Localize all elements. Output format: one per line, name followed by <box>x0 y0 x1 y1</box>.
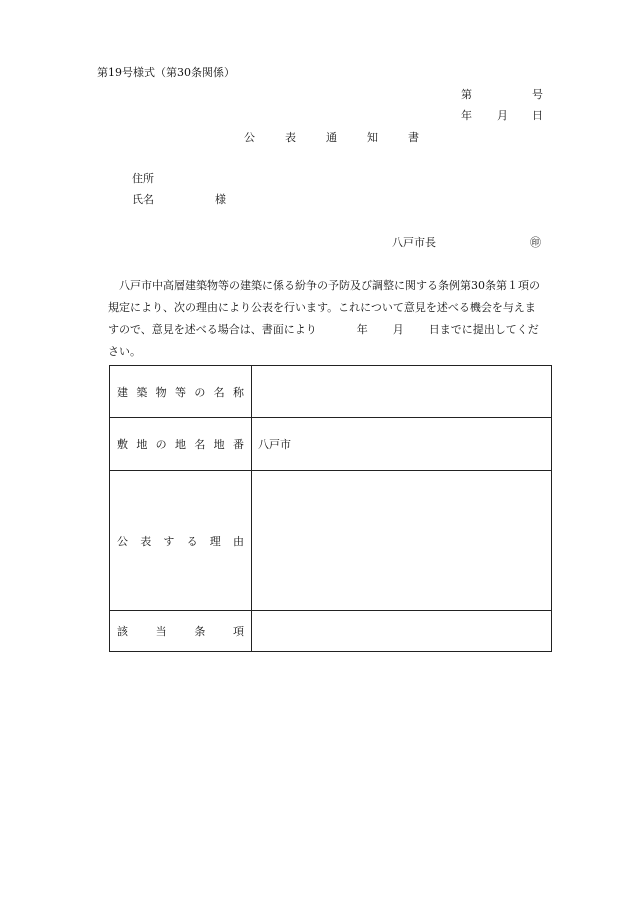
label-char: 理 <box>209 534 221 548</box>
label-char: 該 <box>117 625 128 638</box>
label-char: 公 <box>117 534 128 548</box>
label-char: 地 <box>136 438 148 451</box>
label-char: 条 <box>194 625 206 638</box>
label-char: 建 <box>117 385 128 399</box>
table-row-reason <box>110 471 552 611</box>
address-label: 住所 <box>132 172 154 185</box>
label-char: 敷 <box>117 438 128 451</box>
body-line: さい。 <box>108 345 141 358</box>
label-char: 等 <box>174 385 186 399</box>
notice-table <box>109 365 552 652</box>
label-char: 当 <box>155 625 167 638</box>
title-char: 通 <box>326 131 337 144</box>
seal-mark: ㊞ <box>530 236 541 249</box>
row-label <box>110 471 252 611</box>
row-label <box>110 366 252 418</box>
doc-number-prefix: 第 <box>461 88 472 101</box>
body-line-deadline <box>108 319 570 341</box>
deadline-year-label: 年 <box>356 323 368 336</box>
title-char: 公 <box>244 131 255 144</box>
label-char: 表 <box>140 534 152 548</box>
date-year: 年 <box>461 109 472 122</box>
body-line: 八戸市中高層建築物等の建築に係る紛争の予防及び調整に関する条例第30条第１項の <box>119 279 540 292</box>
title-char: 表 <box>285 131 296 144</box>
body-line: 規定により、次の理由により公表を行います。これについて意見を述べる機会を与えま <box>108 301 536 314</box>
title-char: 知 <box>367 131 378 144</box>
label-char: 名 <box>194 438 206 451</box>
label-char: す <box>163 534 175 548</box>
site-address-value: 八戸市 <box>252 418 552 471</box>
label-char: 地 <box>213 438 225 451</box>
table-row-applicable-article <box>110 611 552 652</box>
issuer-title: 八戸市長 <box>392 236 436 249</box>
label-char: 築 <box>136 385 148 399</box>
body-text-segment: すので、意見を述べる場合は、書面により <box>108 323 317 336</box>
honorific: 様 <box>215 193 226 206</box>
label-char: 項 <box>232 625 244 638</box>
notice-body <box>108 275 570 363</box>
date-day: 日 <box>532 109 543 122</box>
applicable-article-value <box>252 611 552 652</box>
label-char: の <box>155 438 167 451</box>
title-char: 書 <box>408 131 419 144</box>
doc-number-suffix: 号 <box>532 88 543 101</box>
document-title <box>244 132 419 143</box>
building-name-value <box>252 366 552 418</box>
reason-value <box>252 471 552 611</box>
row-label <box>110 611 252 652</box>
form-number: 第19号様式（第30条関係） <box>97 66 235 79</box>
label-char: 物 <box>155 385 167 399</box>
label-char: る <box>186 534 198 548</box>
table-row-building-name <box>110 366 552 418</box>
row-label <box>110 418 252 471</box>
label-char: 地 <box>174 438 186 451</box>
label-char: 称 <box>232 385 244 399</box>
label-char: 番 <box>232 438 244 451</box>
label-char: 名 <box>213 385 225 399</box>
name-label: 氏名 <box>132 193 154 206</box>
table-row-site-address <box>110 418 552 471</box>
label-char: の <box>194 385 206 399</box>
date-month: 月 <box>497 109 508 122</box>
body-text-segment: 日までに提出してくだ <box>428 323 539 336</box>
deadline-month-label: 月 <box>392 323 404 336</box>
label-char: 由 <box>232 534 244 548</box>
